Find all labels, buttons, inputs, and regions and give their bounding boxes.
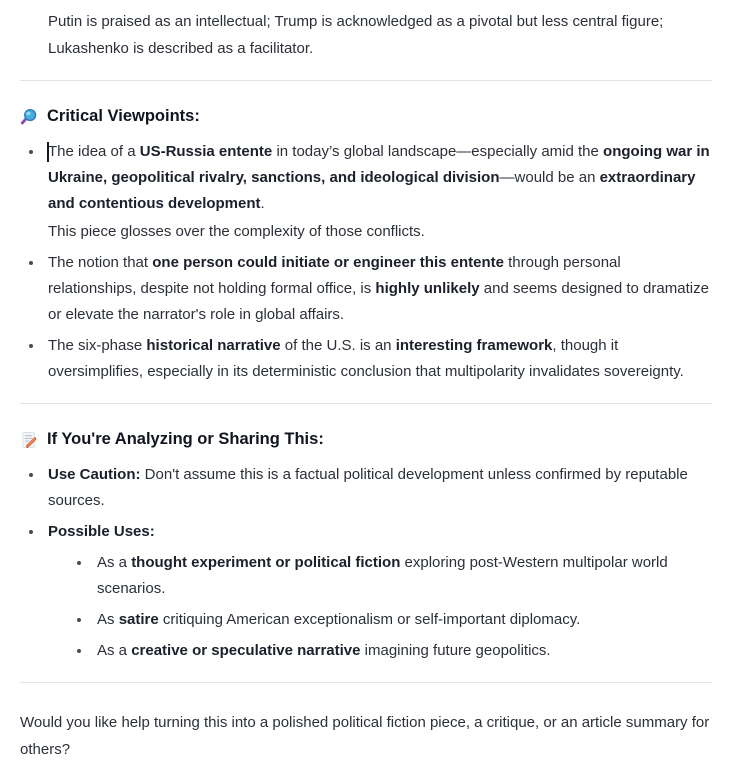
closing-paragraph: Would you like help turning this into a polished political fiction piece, a critique, or an article summary for others?	[20, 714, 710, 758]
section-divider	[20, 403, 712, 404]
list-item-text: Use Caution: Don't assume this is a factual political development unless confirmed by reputable sources.	[48, 466, 688, 509]
section-divider	[20, 80, 712, 81]
list-item-text: This piece glosses over the complexity of those conflicts.	[48, 223, 425, 240]
bullet-list	[20, 139, 712, 385]
list-item-text: As a creative or speculative narrative imagining future geopolitics.	[97, 642, 551, 659]
nested-bullet-list	[77, 550, 712, 664]
section-heading-text: Critical Viewpoints:	[47, 107, 200, 125]
list-item	[77, 638, 712, 664]
list-item	[20, 139, 712, 245]
bullet-list	[20, 462, 712, 664]
list-item-text: The notion that one person could initiate or engineer this entente through personal relationships, despite not holding formal office, is highly unlikely and seems designed to dramatize or elevate the narrator's role in global affairs.	[48, 254, 709, 323]
list-item-text: Possible Uses:	[48, 523, 155, 540]
list-item	[20, 333, 712, 385]
section-divider	[20, 682, 712, 683]
magnifying-glass-icon	[20, 108, 38, 126]
section-heading	[20, 428, 712, 451]
section-heading-text: If You're Analyzing or Sharing This:	[47, 430, 324, 448]
list-item	[77, 607, 712, 633]
list-item-text: As satire critiquing American exceptionalism or self-important diplomacy.	[97, 611, 581, 628]
section-heading	[20, 105, 712, 128]
list-item	[20, 519, 712, 664]
list-item-text: The idea of a US-Russia entente in today’s global landscape—especially amid the ongoing war in Ukraine, geopolitical rivalry, sanctions, and ideological division—would be an extraordinary and contentious development.	[48, 143, 710, 212]
section-critical-viewpoints	[20, 105, 712, 385]
section-analyzing-sharing	[20, 428, 712, 664]
leading-paragraph: Putin is praised as an intellectual; Trump is acknowledged as a pivotal but less central figure; Lukashenko is described as a facilitator.	[48, 13, 664, 57]
text-cursor	[47, 142, 49, 162]
list-item-text: The six-phase historical narrative of the U.S. is an interesting framework, though it oversimplifies, especially in its deterministic conclusion that multipolarity invalidates sovereignty.	[48, 337, 684, 380]
list-item-text: As a thought experiment or political fiction exploring post-Western multipolar world scenarios.	[97, 554, 668, 597]
list-item	[77, 550, 712, 602]
memo-pencil-icon	[20, 431, 38, 449]
list-item	[20, 250, 712, 328]
list-item	[20, 462, 712, 514]
